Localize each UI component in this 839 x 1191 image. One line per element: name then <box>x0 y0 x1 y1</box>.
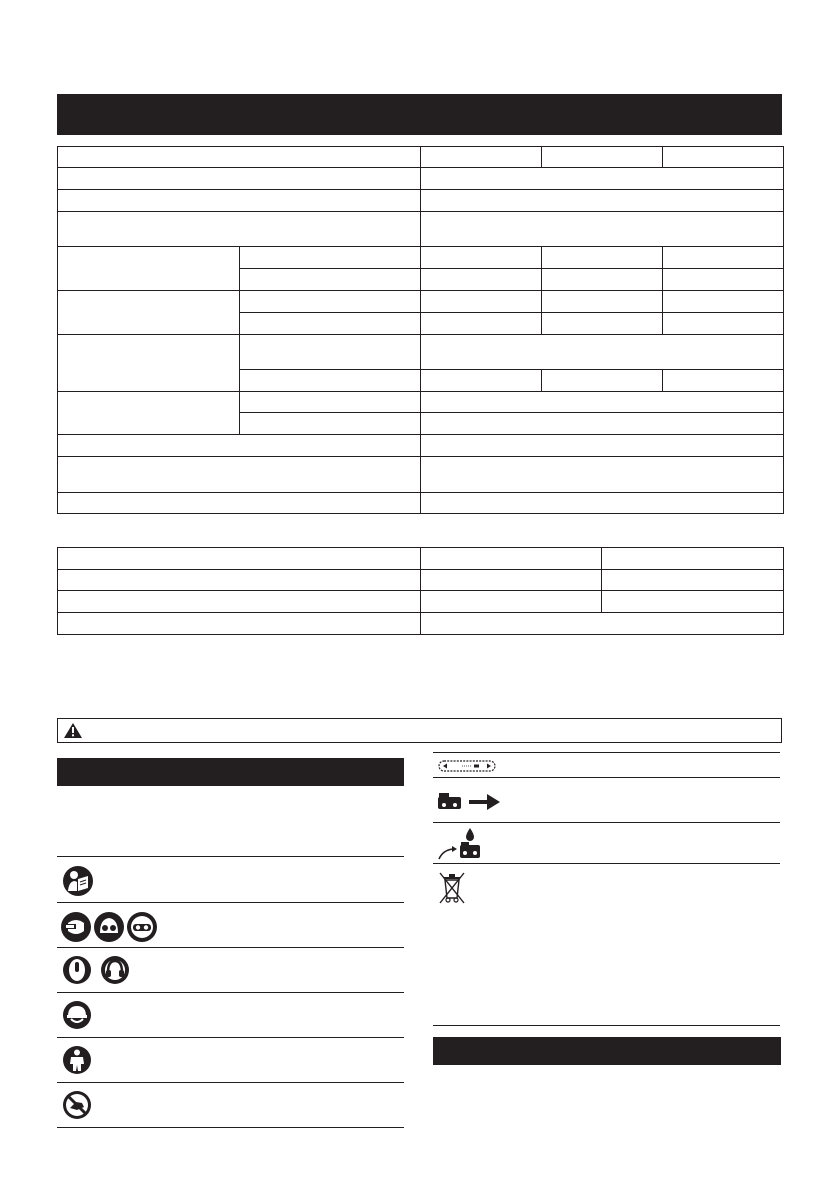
protective-clothing-icon <box>62 1045 92 1075</box>
table-row <box>58 457 784 493</box>
warning-box <box>57 718 782 743</box>
divider <box>57 1037 404 1038</box>
read-manual-icon <box>62 865 94 897</box>
head-eye-protection-icon <box>93 911 125 943</box>
table-row <box>58 613 784 635</box>
no-one-hand-operation-icon <box>62 1090 92 1120</box>
safety-helmet-icon <box>62 1000 92 1030</box>
ear-plugs-icon <box>62 955 92 985</box>
table-row <box>58 190 784 212</box>
divider <box>433 863 780 864</box>
saw-chain-icon <box>438 760 496 772</box>
divider <box>57 992 404 993</box>
table-row <box>58 335 784 370</box>
divider <box>57 1082 404 1083</box>
divider <box>57 1127 404 1128</box>
divider <box>57 947 404 948</box>
right-section-header <box>433 1037 781 1065</box>
safety-goggles-icon <box>126 911 158 943</box>
table-row <box>58 291 784 313</box>
table-row <box>58 212 784 247</box>
table-row <box>58 591 784 613</box>
table-row <box>58 247 784 269</box>
specifications-header-bar <box>57 94 782 135</box>
specifications-table <box>57 146 784 514</box>
table-row <box>58 493 784 514</box>
divider <box>433 1025 780 1026</box>
crossed-bin-weee-icon <box>438 871 466 905</box>
table-row <box>58 147 784 168</box>
table-row <box>58 548 784 570</box>
chain-direction-arrow-icon <box>437 791 501 811</box>
divider <box>433 777 780 778</box>
divider <box>57 902 404 903</box>
warning-triangle-icon <box>64 723 82 738</box>
battery-table <box>57 547 784 635</box>
symbols-section-header <box>57 758 404 786</box>
face-shield-icon <box>60 911 92 943</box>
divider <box>433 822 780 823</box>
table-row <box>58 392 784 413</box>
table-row <box>58 435 784 457</box>
chain-oil-adjust-icon <box>437 826 483 862</box>
divider <box>433 752 780 753</box>
table-row <box>58 168 784 190</box>
ear-muffs-icon <box>100 955 130 985</box>
table-row <box>58 570 784 591</box>
divider <box>57 856 404 857</box>
